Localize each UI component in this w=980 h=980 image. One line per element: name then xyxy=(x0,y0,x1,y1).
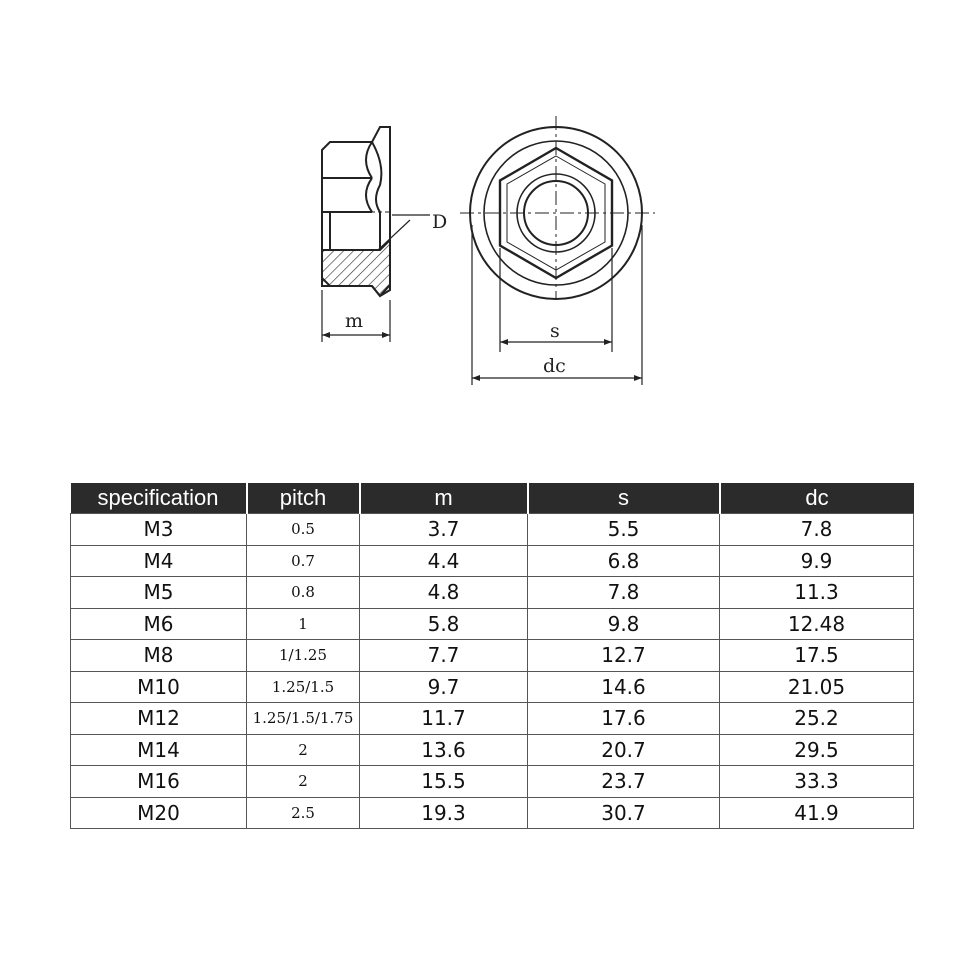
table-row xyxy=(71,640,914,672)
cell-m: 7.7 xyxy=(360,640,528,672)
flange-nut-drawing xyxy=(0,0,980,420)
cell-pitch: 2 xyxy=(247,766,360,798)
table-row xyxy=(71,577,914,609)
table-row xyxy=(71,703,914,735)
cell-m: 9.7 xyxy=(360,671,528,703)
cell-pitch: 1 xyxy=(247,608,360,640)
table-row xyxy=(71,671,914,703)
cell-spec: M16 xyxy=(71,766,247,798)
table-row xyxy=(71,608,914,640)
cell-dc: 7.8 xyxy=(720,514,914,546)
cell-dc: 29.5 xyxy=(720,734,914,766)
cell-spec: M3 xyxy=(71,514,247,546)
cell-spec: M8 xyxy=(71,640,247,672)
cell-dc: 21.05 xyxy=(720,671,914,703)
cell-s: 14.6 xyxy=(528,671,720,703)
cell-s: 23.7 xyxy=(528,766,720,798)
cell-spec: M12 xyxy=(71,703,247,735)
cell-s: 9.8 xyxy=(528,608,720,640)
cell-s: 17.6 xyxy=(528,703,720,735)
cell-m: 11.7 xyxy=(360,703,528,735)
cell-dc: 33.3 xyxy=(720,766,914,798)
cell-m: 5.8 xyxy=(360,608,528,640)
cell-m: 4.4 xyxy=(360,545,528,577)
cell-s: 6.8 xyxy=(528,545,720,577)
cell-dc: 9.9 xyxy=(720,545,914,577)
label-D: D xyxy=(432,211,448,233)
specification-table xyxy=(70,483,914,829)
table-row xyxy=(71,734,914,766)
table-row xyxy=(71,766,914,798)
cell-spec: M10 xyxy=(71,671,247,703)
table-row xyxy=(71,797,914,829)
cell-m: 3.7 xyxy=(360,514,528,546)
cell-pitch: 2 xyxy=(247,734,360,766)
cell-dc: 41.9 xyxy=(720,797,914,829)
header-specification: specification xyxy=(71,483,247,514)
cell-pitch: 2.5 xyxy=(247,797,360,829)
cell-m: 19.3 xyxy=(360,797,528,829)
cell-s: 12.7 xyxy=(528,640,720,672)
cell-pitch: 0.5 xyxy=(247,514,360,546)
cell-pitch: 0.8 xyxy=(247,577,360,609)
header-pitch: pitch xyxy=(247,483,360,514)
cell-spec: M20 xyxy=(71,797,247,829)
label-s: s xyxy=(550,320,560,342)
cell-spec: M5 xyxy=(71,577,247,609)
cell-m: 13.6 xyxy=(360,734,528,766)
side-view xyxy=(322,127,430,342)
cell-spec: M4 xyxy=(71,545,247,577)
cell-dc: 11.3 xyxy=(720,577,914,609)
table-row xyxy=(71,514,914,546)
cell-pitch: 0.7 xyxy=(247,545,360,577)
header-s: s xyxy=(528,483,720,514)
header-dc: dc xyxy=(720,483,914,514)
cell-spec: M14 xyxy=(71,734,247,766)
table-header-row xyxy=(71,483,914,514)
cell-dc: 17.5 xyxy=(720,640,914,672)
cell-pitch: 1.25/1.5 xyxy=(247,671,360,703)
cell-dc: 25.2 xyxy=(720,703,914,735)
label-m: m xyxy=(345,310,364,332)
cell-m: 4.8 xyxy=(360,577,528,609)
cell-s: 30.7 xyxy=(528,797,720,829)
cell-s: 20.7 xyxy=(528,734,720,766)
table-row xyxy=(71,545,914,577)
cell-pitch: 1.25/1.5/1.75 xyxy=(247,703,360,735)
cell-dc: 12.48 xyxy=(720,608,914,640)
front-view xyxy=(460,116,655,385)
cell-pitch: 1/1.25 xyxy=(247,640,360,672)
cell-m: 15.5 xyxy=(360,766,528,798)
label-dc: dc xyxy=(543,355,566,377)
header-m: m xyxy=(360,483,528,514)
cell-s: 7.8 xyxy=(528,577,720,609)
cell-spec: M6 xyxy=(71,608,247,640)
cell-s: 5.5 xyxy=(528,514,720,546)
